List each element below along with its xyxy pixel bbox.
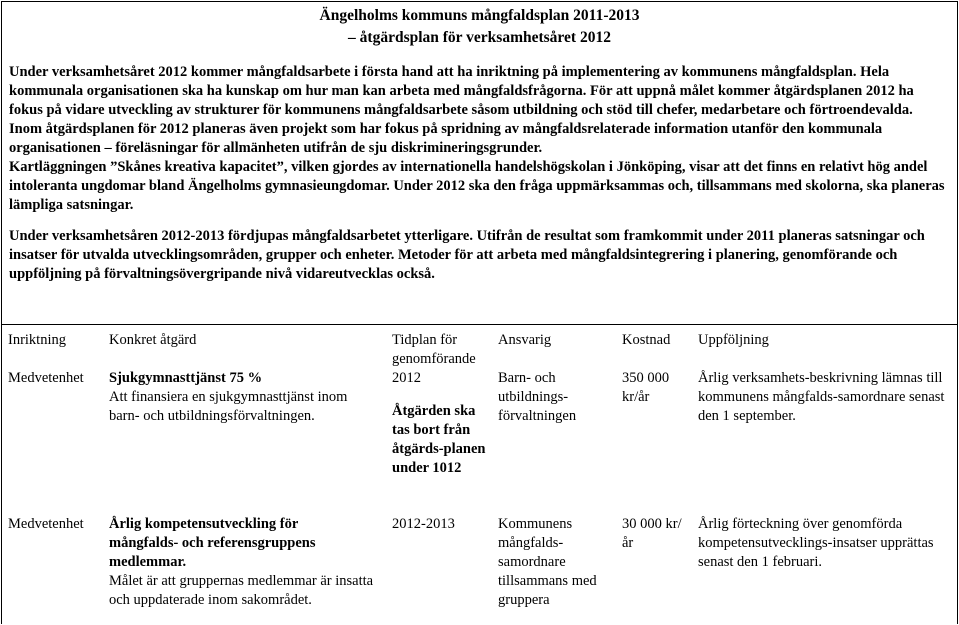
header-atgard: Konkret åtgärd	[109, 332, 197, 348]
intro-section	[1, 55, 958, 331]
header-uppfoljning: Uppföljning	[698, 332, 769, 348]
row2-atgard-title: Årlig kompetensutveckling för mångfalds- och referensgruppens medlemmar.	[109, 516, 316, 570]
row1-tidplan-note: Åtgärden ska tas bort från åtgärds-planen under 1012	[392, 403, 486, 476]
row2-ansvarig: Kommunens mångfalds-samordnare tillsammans med gruppera	[498, 516, 597, 608]
title-line: Ängelholms kommuns mångfaldsplan 2011-2013	[319, 7, 640, 24]
row1-kostnad: 350 000 kr/år	[622, 370, 670, 405]
header-kostnad: Kostnad	[622, 332, 671, 348]
header-ansvarig: Ansvarig	[498, 332, 552, 348]
header-tidplan: Tidplan för genomförande	[392, 332, 476, 367]
row1-atgard	[109, 369, 377, 426]
row2-atgard	[109, 515, 379, 610]
intro-paragraph-3: Kartläggningen ”Skånes kreativa kapacitet”, vilken gjordes av internationella handelshögskolan i Jönköping, visar att det finns en relativt hög andel intoleranta ungdomar bland Ängelholms gymnasieungdomar. Under 2012 ska den fråga uppmärksammas och, tillsammans med skolorna, ska planeras lämpliga satsningar.	[9, 159, 945, 213]
row2-kostnad: 30 000 kr/år	[622, 516, 682, 551]
row1-ansvarig: Barn- och utbildnings-förvaltningen	[498, 370, 577, 424]
row1-uppfoljning: Årlig verksamhets-beskrivning lämnas till kommunens mångfalds-samordnare senast den 1 september.	[698, 370, 945, 424]
row1-tidplan	[392, 369, 490, 478]
row2-inriktning: Medvetenhet	[8, 516, 84, 532]
subtitle-line: – åtgärdsplan för verksamhetsåret 2012	[348, 29, 611, 46]
row2-uppfoljning: Årlig förteckning över genomförda kompetensutvecklings-insatser upprättas senast den 1 februari.	[698, 516, 934, 570]
row1-inriktning: Medvetenhet	[8, 370, 84, 386]
intro-paragraph-1: Under verksamhetsåret 2012 kommer mångfaldsarbete i första hand att ha inriktning på implementering av kommunens mångfaldsplan. Hela kommunala organisationen ska ha kunskap om hur man kan arbeta med mångfaldsfrågorna. För att uppnå målet kommer åtgärdsplanen 2012 ha fokus på vidare utveckling av strukturer för kommunens mångfaldsarbete såsom utbildning och stöd till chefer, medarbetare och förtroendevalda.	[9, 64, 914, 118]
row1-atgard-desc: Att finansiera en sjukgymnasttjänst inom barn- och utbildningsförvaltningen.	[109, 389, 348, 424]
row2-tidplan: 2012-2013	[392, 516, 455, 532]
row2-atgard-desc: Målet är att gruppernas medlemmar är insatta och uppdaterade inom sakområdet.	[109, 573, 374, 608]
intro-paragraph-4: Under verksamhetsåren 2012-2013 fördjupas mångfaldsarbetet ytterligare. Utifrån de resultat som framkommit under 2011 planeras satsningar och insatser för utvalda utvecklingsområden, grupper och enheter. Metoder för att arbeta med mångfaldsintegrering i planering, genomförande och uppföljning på förvaltningsövergripande nivå vidareutvecklas också.	[9, 228, 925, 282]
document-title	[2, 2, 957, 49]
title-box	[1, 1, 958, 56]
action-table	[1, 324, 958, 624]
intro-paragraph-2: Inom åtgärdsplanen för 2012 planeras även projekt som har fokus på spridning av mångfaldsrelaterade information utanför den kommunala organisationen – föreläsningar för allmänheten utifrån de sju diskrimineringsgrunder.	[9, 121, 883, 156]
row1-tidplan-year: 2012	[392, 370, 421, 386]
header-inriktning: Inriktning	[8, 332, 66, 348]
row1-atgard-title: Sjukgymnasttjänst 75 %	[109, 370, 263, 386]
